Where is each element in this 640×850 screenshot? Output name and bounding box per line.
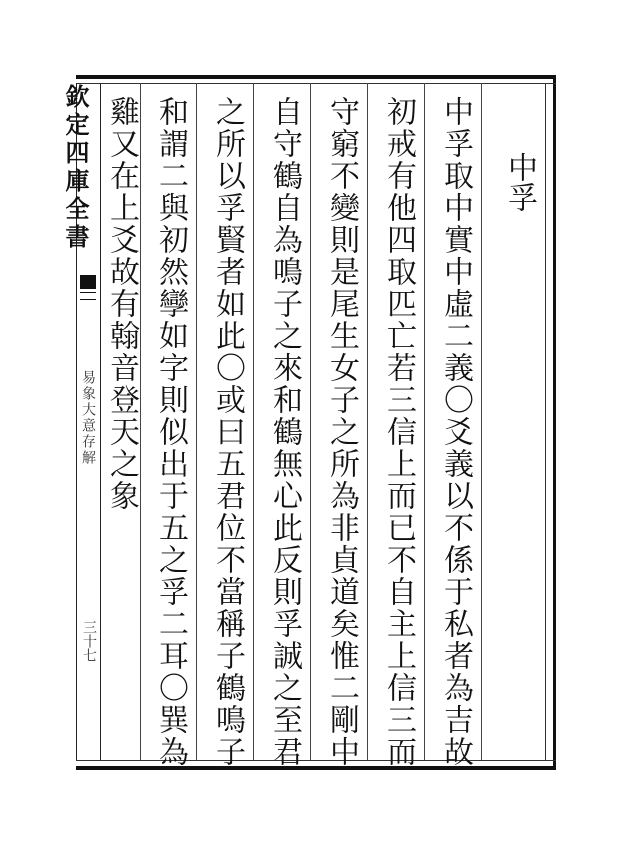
frame-inner-top-rule bbox=[76, 83, 556, 84]
frame-inner-bottom-rule bbox=[76, 760, 556, 761]
column-rule bbox=[310, 83, 311, 760]
book-title: 易象大意存解 bbox=[80, 370, 96, 466]
column-rule bbox=[424, 83, 425, 760]
series-title: 欽定四庫全書 bbox=[61, 84, 90, 252]
text-column-1: 中孚取中實中虛二義〇爻義以不係于私者為吉故 bbox=[438, 96, 473, 768]
section-heading: 中孚 bbox=[502, 152, 537, 212]
fish-tail-lines bbox=[80, 292, 96, 300]
column-rule bbox=[253, 83, 254, 760]
text-column-2: 初戒有他四取匹亡若三信上而已不自主上信三而 bbox=[381, 96, 416, 768]
page-frame bbox=[76, 75, 556, 770]
column-rule bbox=[367, 83, 368, 760]
text-column-5: 之所以孚賢者如此〇或曰五君位不當稱子鶴鳴子 bbox=[210, 96, 245, 768]
frame-inner-right-rule bbox=[545, 83, 546, 760]
text-column-7: 雞又在上爻故有翰音登天之象 bbox=[104, 96, 139, 512]
page-number: 三十七 bbox=[81, 620, 97, 662]
fish-tail-mark bbox=[80, 275, 96, 289]
text-column-4: 自守鶴自為鳴子之來和鶴無心此反則孚誠之至君 bbox=[267, 96, 302, 768]
column-rule bbox=[140, 83, 141, 760]
column-rule bbox=[481, 83, 482, 760]
margin-right-rule bbox=[100, 83, 101, 760]
text-column-3: 守窮不變則是尾生女子之所為非貞道矣惟二剛中 bbox=[324, 96, 359, 768]
column-rule bbox=[196, 83, 197, 760]
text-column-6: 和謂二與初然孿如字則似出于五之孚二耳〇巽為 bbox=[153, 96, 188, 768]
